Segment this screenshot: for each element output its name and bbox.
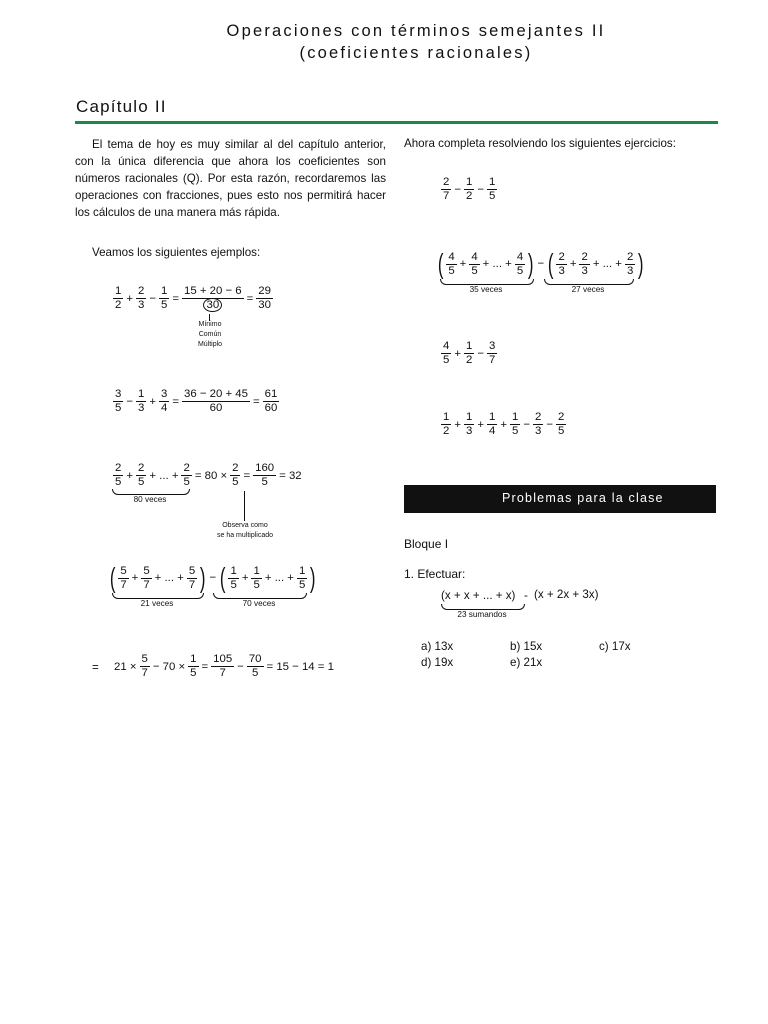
option-c: c) 17x [599,640,631,653]
block-heading: Bloque I [404,537,449,551]
brace-label: 80 veces [133,495,167,504]
option-b: b) 15x [510,640,543,653]
fraction: $\frac{1}{2}$ [115,285,122,311]
exercise-1: $\frac{2}{7}$ − $\frac{1}{2}$ − $\frac{1}{5}$ [443,176,496,202]
exercise-3: $\frac{4}{5}$ + $\frac{1}{2}$ − $\frac{3}{7}$ [443,340,496,366]
mcm-note: Mínimo Común Múltiplo [197,321,223,348]
section-banner: Problemas para la clase [404,485,716,511]
chapter-heading: Capítulo II [76,97,167,116]
brace-label: 23 sumandos [457,610,507,619]
pointer-line [244,491,245,521]
fraction: $\frac{15 + 20 - 6}{30}$ [184,285,242,311]
problem-expression-right: (x + 2x + 3x) [534,588,599,601]
example-4: ( $\frac{5}{7}$ + $\frac{5}{7}$ + ... + $\frac{5}{7}$ ) − ( $\frac{1}{5}$ + $\frac{1}{5}$ + ... + $\frac{1}{5}$ ) [109,562,316,593]
exercise-4: $\frac{1}{2}$ + $\frac{1}{3}$ + $\frac{1}{4}$ + $\frac{1}{5}$ − $\frac{2}{3}$ − $\frac{2}{5}$ [443,411,565,437]
multiply-note: Observa como se ha multiplicado [216,522,274,539]
option-d: d) 19x [421,656,454,669]
page-subtitle: (coeficientes racionales) [299,44,533,62]
example-2: $\frac{3}{5}$ − $\frac{1}{3}$ + $\frac{3}{4}$ = $\frac{36 - 20 + 45}{60}$ = $\frac{61}{60}$ [115,388,278,414]
brace-label: 70 veces [242,599,276,608]
fraction: $\frac{29}{30}$ [258,285,271,311]
page-title: Operaciones con términos semejantes II [226,22,606,40]
option-e: e) 21x [510,656,543,669]
example-1: $\frac{1}{2}$ + $\frac{2}{3}$ − $\frac{1}{5}$ = $\frac{15 + 20 - 6}{30}$ = $\frac{29}{30}$ [115,285,271,311]
fraction: $\frac{1}{5}$ [161,285,168,311]
example-5: 21 × $\frac{5}{7}$ − 70 × $\frac{1}{5}$ = $\frac{105}{7}$ − $\frac{70}{5}$ = 15 − 14 = 1 [114,653,334,679]
examples-heading: Veamos los siguientes ejemplos: [92,246,261,259]
problem-minus: - [524,589,528,602]
brace-label: 35 veces [469,285,503,294]
chapter-divider [75,121,718,124]
brace-label: 27 veces [571,285,605,294]
problem-label: 1. Efectuar: [404,567,466,581]
fraction: $\frac{2}{3}$ [138,285,145,311]
intro-paragraph: El tema de hoy es muy similar al del capítulo anterior, con la única diferencia que ahora los coeficientes son números racionales (Q). Por esta razón, recordaremos las operaciones con fracciones, pues esto nos permitirá hacer los cálculos de una manera más rápida. [75,138,386,219]
equals-sign: = [92,661,99,674]
exercise-2: ( $\frac{4}{5}$ + $\frac{4}{5}$ + ... + $\frac{4}{5}$ ) − ( $\frac{2}{3}$ + $\frac{2}{3}$ + ... + $\frac{2}{3}$ ) [437,248,644,279]
brace-label: 21 veces [140,599,174,608]
example-3: $\frac{2}{5}$ + $\frac{2}{5}$ + ... + $\frac{2}{5}$ = 80 × $\frac{2}{5}$ = $\frac{160}{5}$ = 32 [115,462,302,488]
problem-expression-left: (x + x + ... + x) [441,589,516,602]
exercises-heading: Ahora completa resolviendo los siguientes ejercicios: [404,137,676,150]
banner-underline [404,509,716,513]
option-a: a) 13x [421,640,454,653]
